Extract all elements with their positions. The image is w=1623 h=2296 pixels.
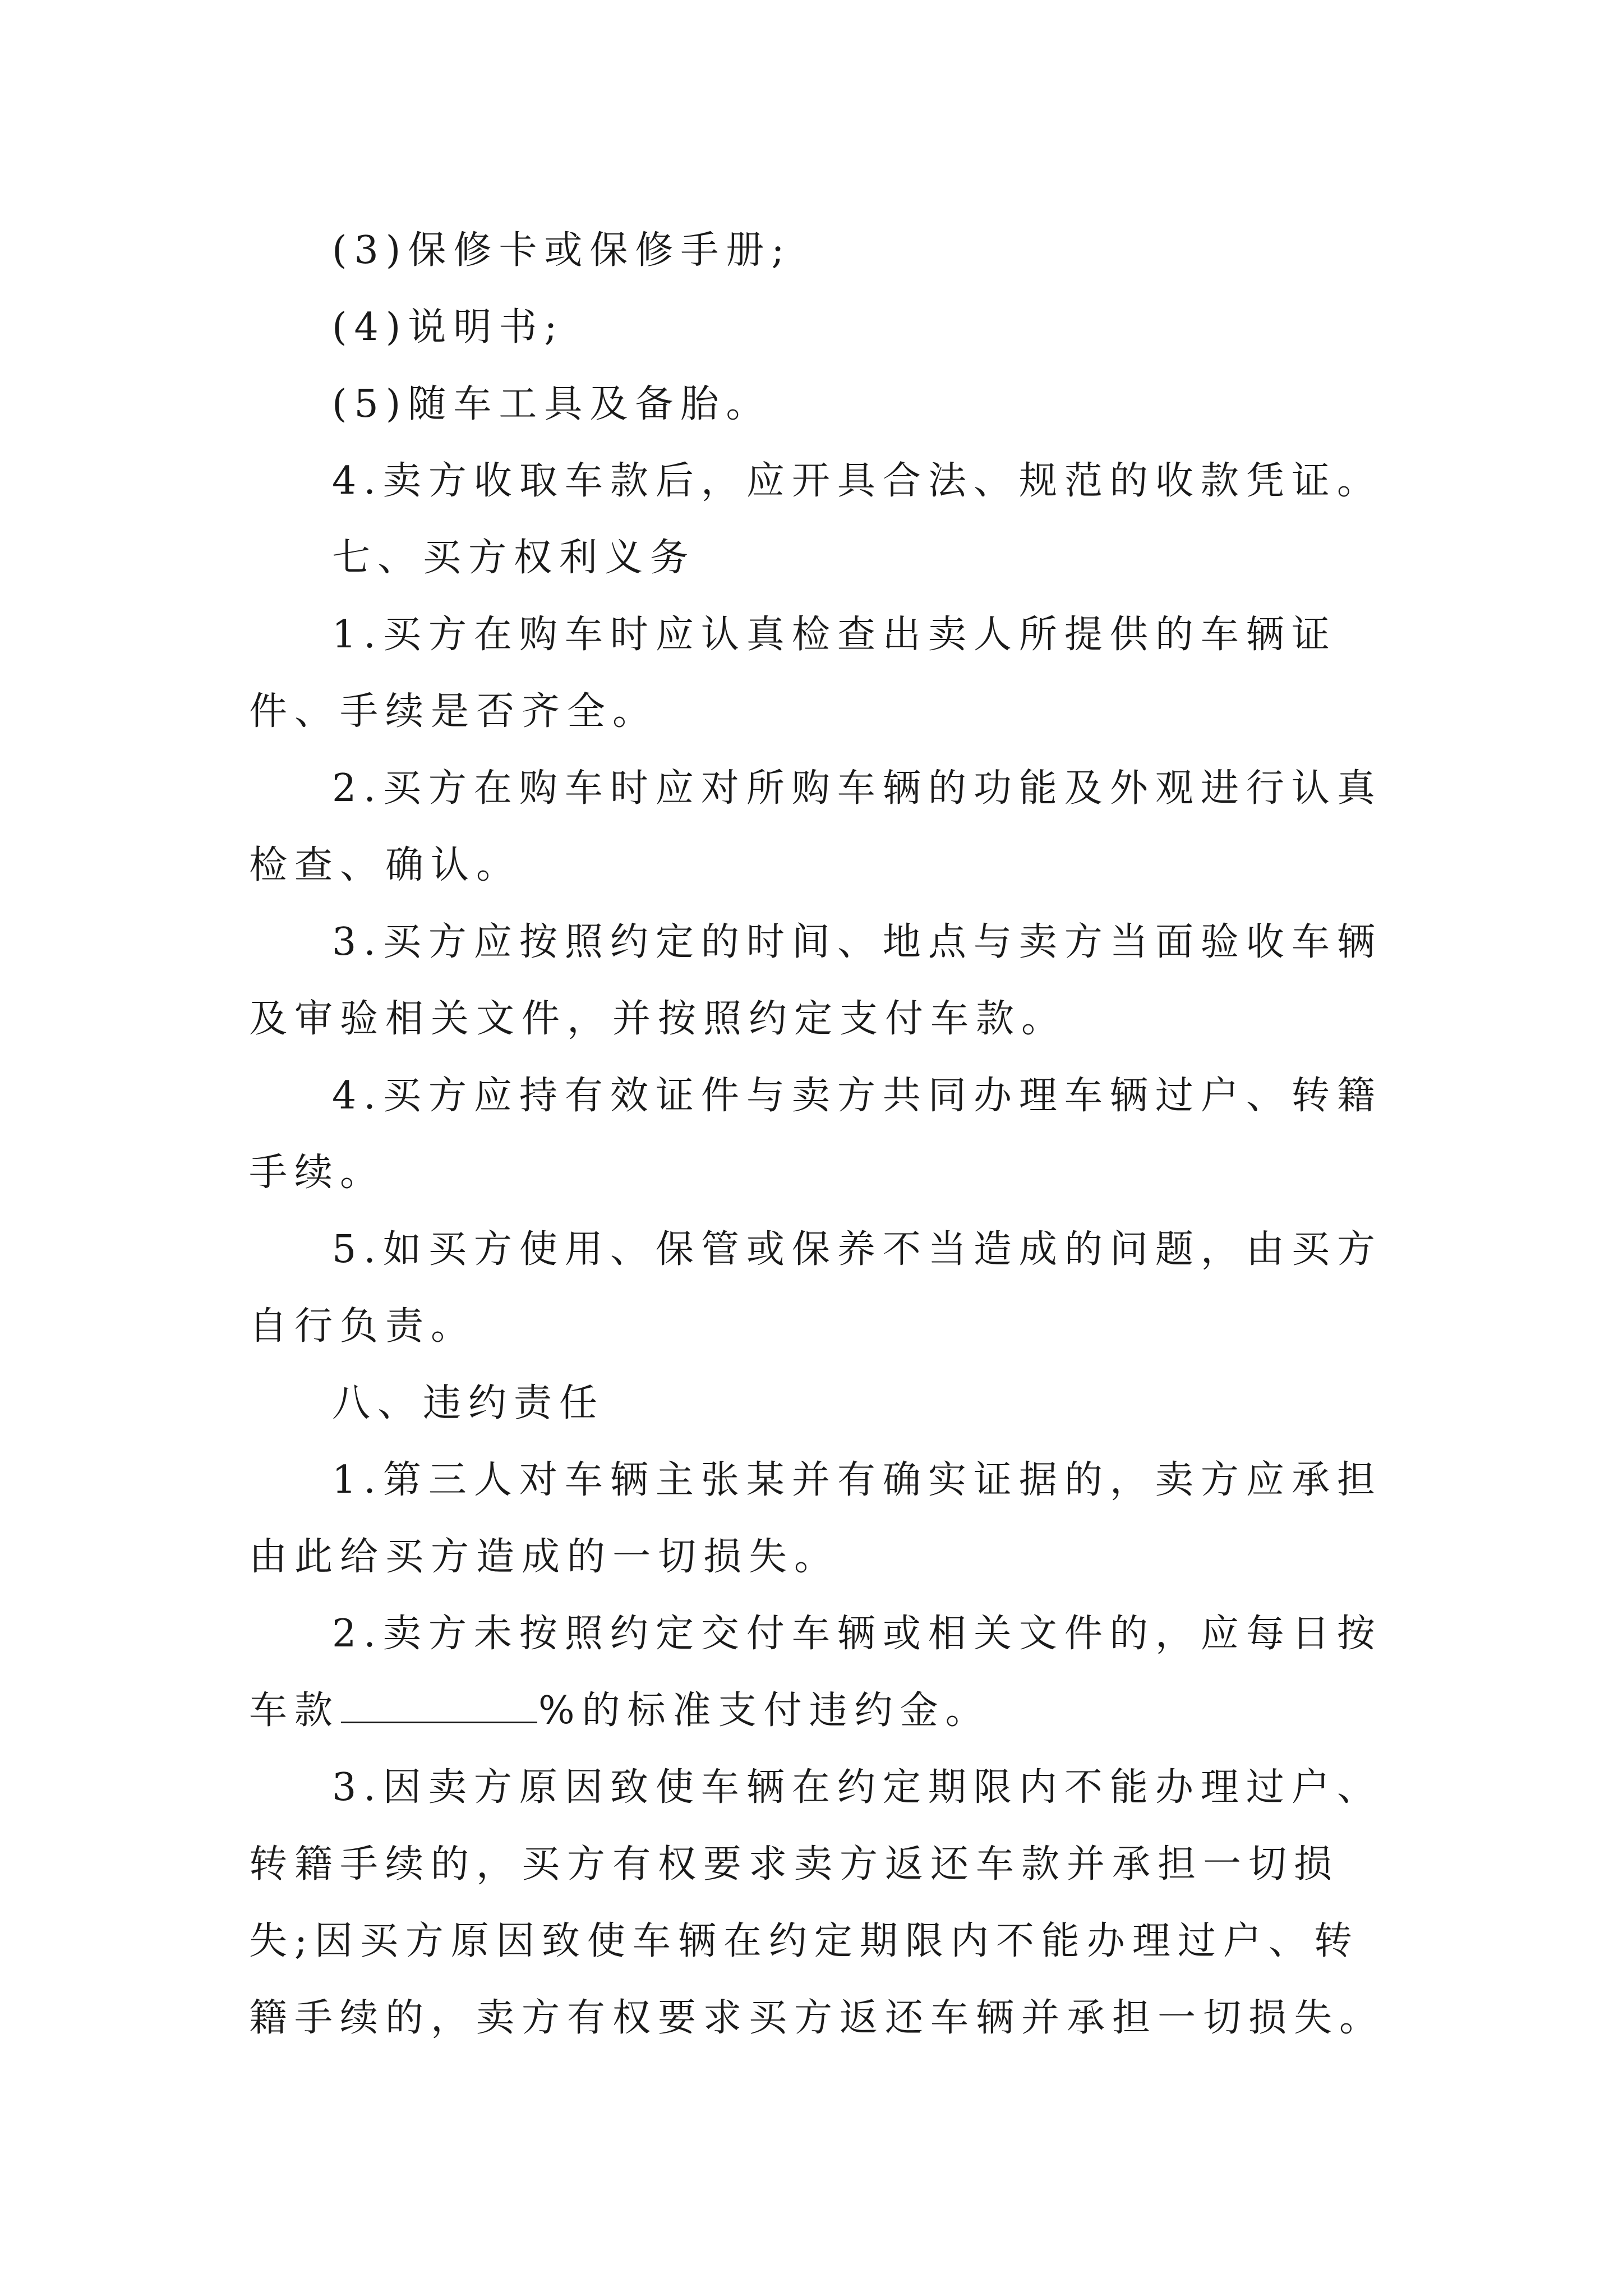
penalty-rate-blank[interactable] (341, 1688, 537, 1723)
clause-receipt: 4.卖方收取车款后，应开具合法、规范的收款凭证。 (332, 459, 1382, 503)
clause-buyer-accept-and-pay: 3.买方应按照约定的时间、地点与卖方当面验收车辆及审验相关文件，并按照约定支付车款。 (249, 920, 1382, 1041)
clause-transfer-failure: 3.因卖方原因致使车辆在约定期限内不能办理过户、转籍手续的，买方有权要求卖方返还车款并承担一切损失;因买方原因致使车辆在约定期限内不能办理过户、转籍手续的，卖方有权要求买方返还车辆并承担一切损失。 (249, 1765, 1385, 2040)
clause-buyer-responsibility: 5.如买方使用、保管或保养不当造成的问题，由买方自行负责。 (249, 1227, 1382, 1349)
item-warranty-card: (3)保修卡或保修手册; (332, 228, 792, 273)
penalty-text-after-blank: %的标准支付违约金。 (538, 1688, 991, 1733)
clause-buyer-inspect-vehicle: 2.买方在购车时应对所购车辆的功能及外观进行认真检查、确认。 (249, 766, 1382, 887)
item-manual: (4)说明书; (332, 305, 565, 349)
section-heading-liability: 八、违约责任 (332, 1381, 605, 1425)
section-heading-buyer-rights: 七、买方权利义务 (332, 536, 696, 580)
clause-buyer-transfer: 4.买方应持有效证件与卖方共同办理车辆过户、转籍手续。 (249, 1074, 1382, 1195)
document-body (249, 212, 1395, 2056)
clause-late-delivery-penalty (249, 1595, 1395, 1749)
penalty-text-before-blank: 2.卖方未按照约定交付车辆或相关文件的，应每日按车款 (249, 1612, 1382, 1733)
clause-buyer-check-documents: 1.买方在购车时应认真检查出卖人所提供的车辆证件、手续是否齐全。 (249, 613, 1337, 734)
item-tools-spare-tire: (5)随车工具及备胎。 (332, 382, 772, 426)
clause-third-party-claim: 1.第三人对车辆主张某并有确实证据的，卖方应承担由此给买方造成的一切损失。 (249, 1458, 1382, 1579)
